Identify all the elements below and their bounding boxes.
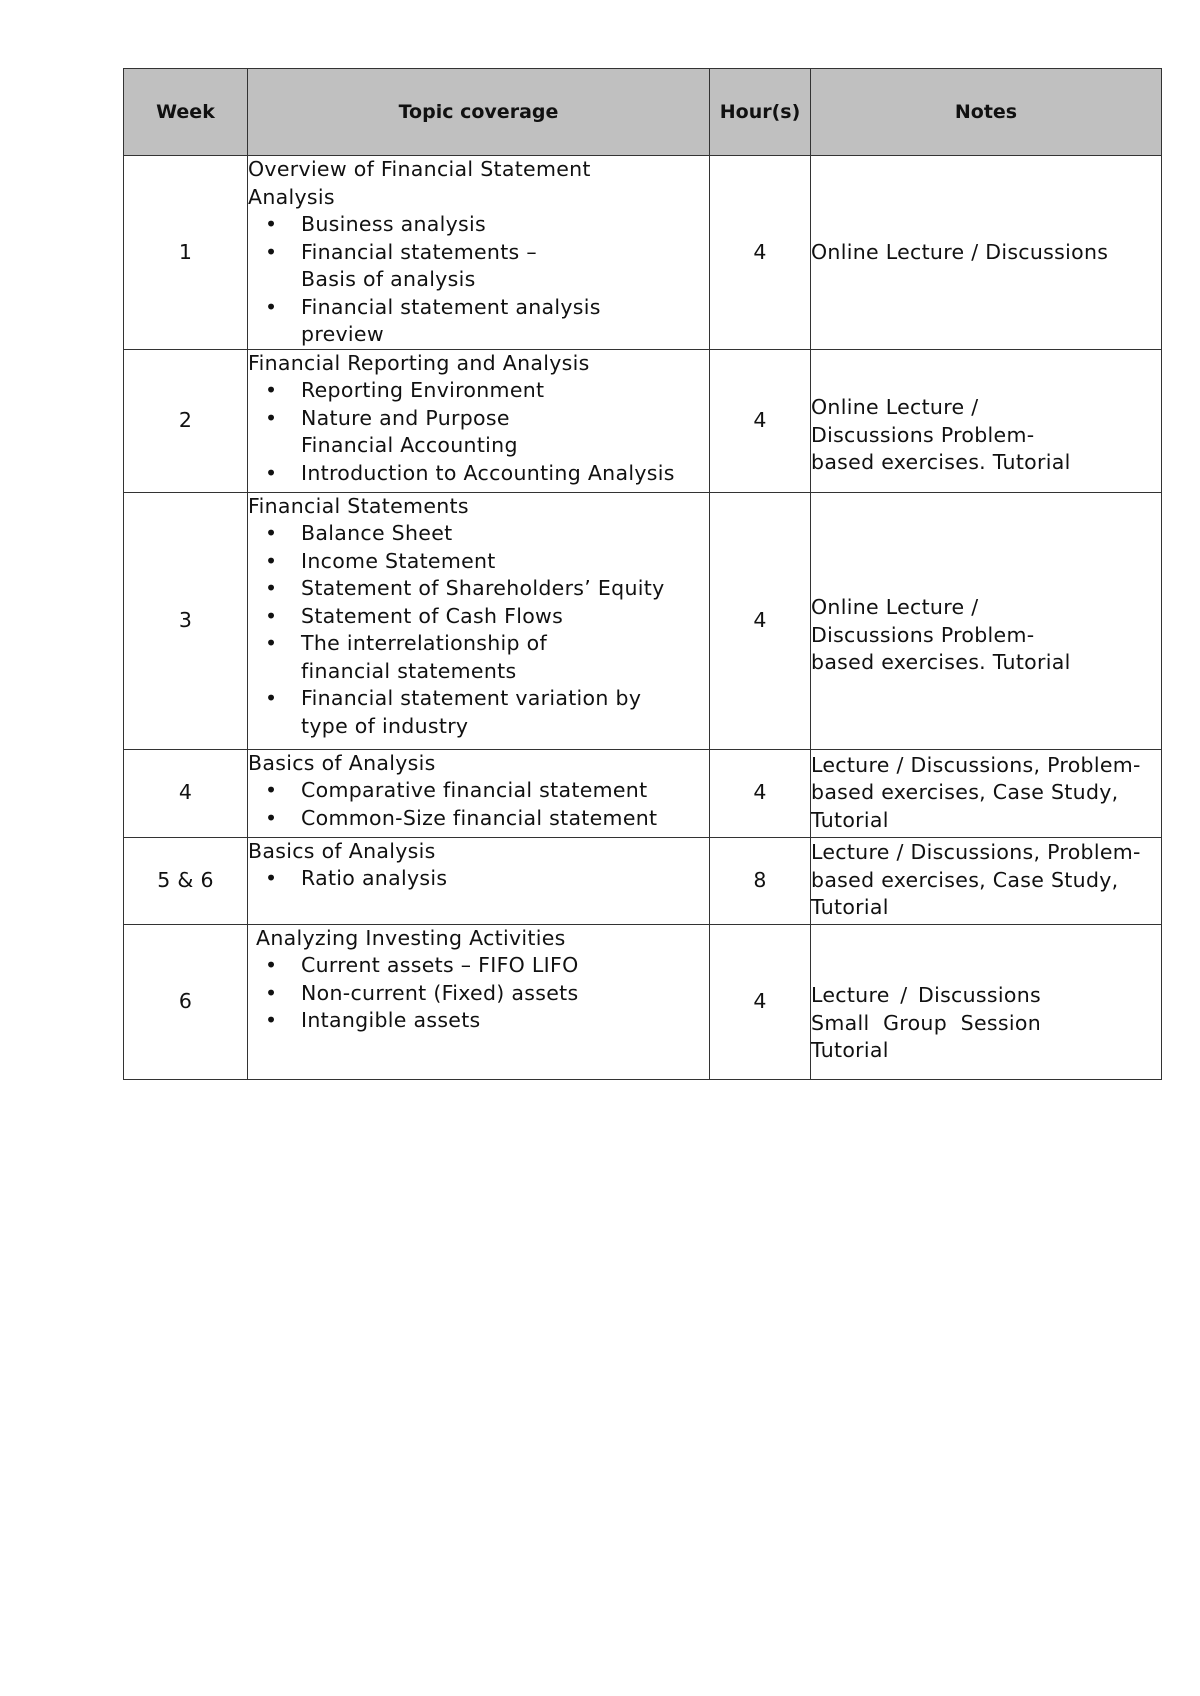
table-row xyxy=(124,837,1162,924)
topic-bullet-list xyxy=(248,520,709,740)
topic-bullet-list xyxy=(248,377,709,487)
topic-cell xyxy=(248,837,710,924)
topic-cell xyxy=(248,492,710,749)
topic-bullet: • Financial statement variation by type of industry xyxy=(248,685,709,740)
header-topic-coverage: Topic coverage xyxy=(248,69,710,156)
topic-title: Basics of Analysis xyxy=(248,750,436,775)
topic-bullet: • Ratio analysis xyxy=(248,865,709,893)
notes-cell: Lecture / Discussions, Problem- based exercises, Case Study, Tutorial xyxy=(811,749,1162,837)
notes-cell: Lecture / Discussions Small Group Session Tutorial xyxy=(811,924,1162,1079)
topic-title: Analyzing Investing Activities xyxy=(256,925,566,950)
table-header-row xyxy=(124,69,1162,156)
topic-bullet: • Financial statements – Basis of analysis xyxy=(248,239,669,294)
topic-bullet-list xyxy=(248,865,709,893)
topic-cell xyxy=(248,156,710,350)
week-cell: 6 xyxy=(124,924,248,1079)
topic-bullet: • Common-Size financial statement xyxy=(248,805,709,833)
topic-bullet-list xyxy=(248,777,709,832)
header-notes: Notes xyxy=(811,69,1162,156)
topic-title: Basics of Analysis xyxy=(248,838,436,863)
table-row xyxy=(124,749,1162,837)
topic-bullet: • Statement of Cash Flows xyxy=(248,603,709,631)
topic-bullet: • Intangible assets xyxy=(248,1007,709,1035)
header-hours: Hour(s) xyxy=(710,69,811,156)
topic-cell xyxy=(248,749,710,837)
notes-cell: Lecture / Discussions, Problem- based exercises, Case Study, Tutorial xyxy=(811,837,1162,924)
topic-title: Financial Statements xyxy=(248,493,469,518)
table-row xyxy=(124,492,1162,749)
topic-bullet: • Comparative financial statement xyxy=(248,777,709,805)
notes-cell: Online Lecture / Discussions Problem-based exercises. Tutorial xyxy=(811,492,1162,749)
week-cell: 3 xyxy=(124,492,248,749)
topic-bullet-list xyxy=(248,952,709,1035)
hours-cell: 4 xyxy=(710,492,811,749)
topic-title: Overview of Financial Statement Analysis xyxy=(248,157,591,209)
course-schedule-table xyxy=(123,68,1162,1080)
topic-bullet: • Statement of Shareholders’ Equity xyxy=(248,575,709,603)
topic-bullet: • Financial statement analysis preview xyxy=(248,294,669,349)
topic-bullet: • The interrelationship of financial statements xyxy=(248,630,709,685)
table-row xyxy=(124,924,1162,1079)
topic-bullet: • Balance Sheet xyxy=(248,520,709,548)
topic-cell xyxy=(248,349,710,492)
topic-bullet: • Income Statement xyxy=(248,548,709,576)
topic-title: Financial Reporting and Analysis xyxy=(248,350,590,375)
topic-bullet: • Reporting Environment xyxy=(248,377,709,405)
hours-cell: 8 xyxy=(710,837,811,924)
topic-bullet: • Business analysis xyxy=(248,211,669,239)
hours-cell: 4 xyxy=(710,749,811,837)
week-cell: 4 xyxy=(124,749,248,837)
notes-cell: Online Lecture / Discussions Problem-based exercises. Tutorial xyxy=(811,349,1162,492)
hours-cell: 4 xyxy=(710,156,811,350)
topic-cell xyxy=(248,924,710,1079)
topic-bullet: • Introduction to Accounting Analysis xyxy=(248,460,709,488)
notes-cell: Online Lecture / Discussions xyxy=(811,156,1162,350)
topic-bullet: • Current assets – FIFO LIFO xyxy=(248,952,709,980)
hours-cell: 4 xyxy=(710,349,811,492)
table-row xyxy=(124,349,1162,492)
week-cell: 5 & 6 xyxy=(124,837,248,924)
topic-bullet: • Nature and Purpose Financial Accounting xyxy=(248,405,709,460)
topic-bullet-list xyxy=(248,211,669,349)
hours-cell: 4 xyxy=(710,924,811,1079)
week-cell: 2 xyxy=(124,349,248,492)
header-week: Week xyxy=(124,69,248,156)
topic-bullet: • Non-current (Fixed) assets xyxy=(248,980,709,1008)
week-cell: 1 xyxy=(124,156,248,350)
table-row xyxy=(124,156,1162,350)
